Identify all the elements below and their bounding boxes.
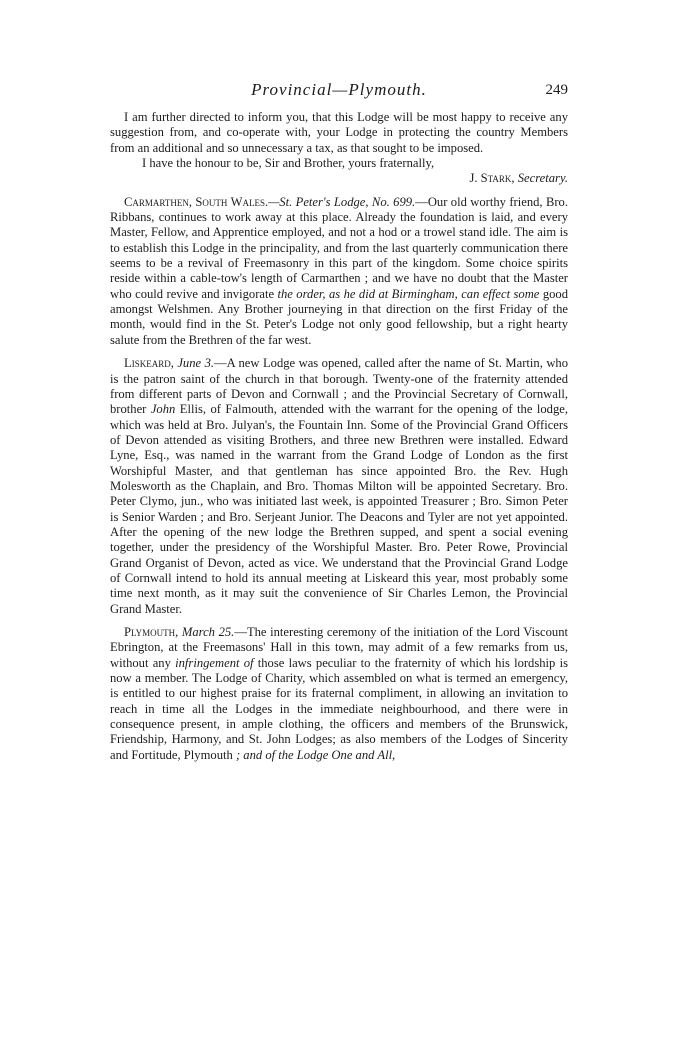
plymouth-italic-2: ; and of the Lodge One and All, (235, 747, 396, 762)
signer-name: J. Stark, (469, 171, 515, 186)
liskeard-text-2: Ellis, of Falmouth, attended with the warrant for the opening of the lodge, which was held at Bro. Julyan's, the Fountain Inn. Some of the Provincial Grand Officers of Devon attended as visiting Brothers, and three new Brethren were installed. Edward Lyne, Esq., was named in the warrant from the Grand Lodge of London as the first Worshipful Master, and that gentleman has since appointed Bro. the Rev. Hugh Molesworth as the Chaplain, and Bro. Thomas Milton will be appointed Secretary. Bro. Peter Clymo, jun., who was initiated last week, is appointed Treasurer ; Bro. Simon Peter is Senior Warden ; and Bro. Serjeant Junior. The Deacons and Tyler are not yet appointed. After the opening of the new lodge the Brethren supped, and spent a social evening together, under the presidency of the Worshipful Master. Bro. Peter Rowe, Provincial Grand Organist of Devon, acted as vice. We understand that the Provincial Grand Lodge of Cornwall intend to hold its annual meeting at Liskeard this year, most probably some time next month, as it may suit the convenience of Sir Charles Lemon, the Provincial Grand Master. (110, 402, 568, 616)
liskeard-date: June 3. (177, 356, 215, 371)
plymouth-text-2: those laws peculiar to the fraternity of which his lordship is now a member. The Lodge of Charity, which assembled on what is termed an emergency, is entitled to our highest praise for its fraternal compliment, in allowing an invitation to reach in time all the Lodges in the immediate neighbourhood, and there were in consequence present, in ample clothing, the officers and members of the Brunswick, Friendship, Harmony, and St. John Lodges; as also members of the Lodges of Sincerity and Fortitude, Plymouth (110, 655, 568, 762)
plymouth-date: March 25. (181, 625, 235, 639)
liskeard-text-1: —A new Lodge was opened, called after the name of St. Martin, who is the patron saint of the church in that borough. Twenty-one of the fraternity attended from different parts of Devon and Cornwall ; and the Provincial Secretary of Cornwall, brother (110, 356, 569, 417)
carmarthen-text-1: —Our old worthy friend, Bro. Ribbans, continues to work away at this place. Already the foundation is laid, and every Master, Fellow, and Apprentice employed, and not a hod or a trowel stand idle. The aim is to establish this Lodge in the principality, and from the last quarterly communication there seems to be a revival of Freemasonry in this part of the kingdom. Some choice spirits reside within a cable-tow's length of Carmarthen ; and we have no doubt that the Master who could revive and invigorate (110, 194, 568, 301)
carmarthen-text-2: good amongst Welshmen. Any Brother journeying in that direction on the first Friday of the month, would find in the St. Peter's Lodge not only good fellowship, but a right hearty salute from the Brethren of the far west. (110, 286, 569, 347)
carmarthen-italic: the order, as he did at Birmingham, can effect some (277, 286, 540, 301)
carmarthen-place: Carmarthen, South Wales. (124, 194, 269, 209)
letter-closing: I have the honour to be, Sir and Brother, yours fraternally, (142, 156, 435, 171)
liskeard-italic: John (150, 402, 176, 417)
plymouth-paragraph (110, 625, 568, 763)
page-header (110, 78, 568, 102)
liskeard-paragraph (110, 356, 568, 617)
letter-text: I am further directed to inform you, that this Lodge will be most happy to receive any suggestion from, and co-operate with, your Lodge in protecting the country Members from an additional and so unnecessary a tax, as that sought to be imposed. (110, 110, 568, 155)
letter-signature (110, 171, 568, 186)
plymouth-italic-1: infringement of (175, 655, 254, 670)
letter-paragraph (110, 110, 568, 156)
plymouth-text-1: —The interesting ceremony of the initiation of the Lord Viscount Ebrington, at the Freemasons' Hall in this town, may admit of a few remarks from us, without any (110, 625, 569, 670)
carmarthen-paragraph (110, 195, 568, 348)
carmarthen-lodge: —St. Peter's Lodge, No. 699. (268, 194, 416, 209)
running-title: Provincial—Plymouth. (251, 80, 427, 99)
plymouth-place: Plymouth, (124, 625, 179, 639)
page-body (110, 110, 568, 763)
page-number: 249 (545, 82, 568, 98)
signer-role: Secretary. (517, 171, 568, 186)
liskeard-place: Liskeard, (124, 356, 174, 371)
